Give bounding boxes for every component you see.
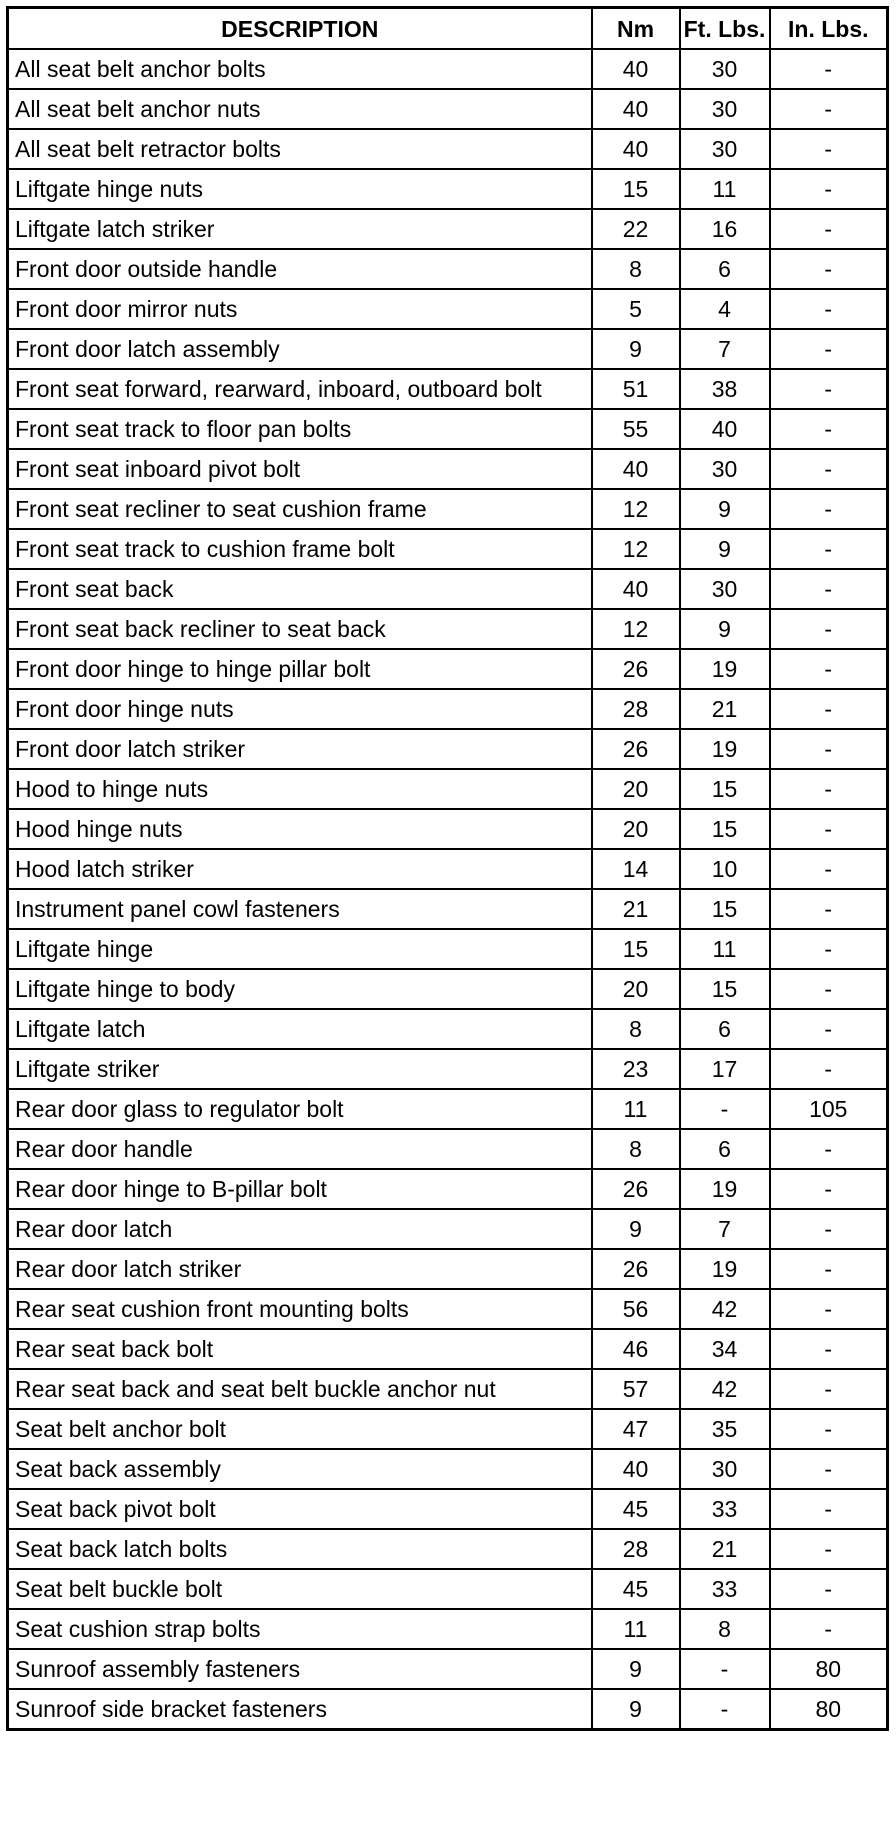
cell-ft-lbs: 19 <box>680 729 770 769</box>
cell-nm: 40 <box>592 1449 680 1489</box>
cell-description: Front door outside handle <box>8 249 592 289</box>
cell-description: Instrument panel cowl fasteners <box>8 889 592 929</box>
table-row <box>8 1249 888 1289</box>
cell-nm: 26 <box>592 649 680 689</box>
table-row <box>8 689 888 729</box>
cell-description: Front door hinge to hinge pillar bolt <box>8 649 592 689</box>
cell-description: Rear door latch <box>8 1209 592 1249</box>
cell-description: Seat back pivot bolt <box>8 1489 592 1529</box>
table-row <box>8 1329 888 1369</box>
cell-description: Hood hinge nuts <box>8 809 592 849</box>
cell-nm: 26 <box>592 729 680 769</box>
table-row <box>8 1449 888 1489</box>
table-row <box>8 569 888 609</box>
cell-ft-lbs: 30 <box>680 449 770 489</box>
cell-ft-lbs: 11 <box>680 169 770 209</box>
cell-description: Liftgate hinge <box>8 929 592 969</box>
cell-in-lbs: - <box>770 809 888 849</box>
cell-ft-lbs: - <box>680 1689 770 1730</box>
cell-in-lbs: - <box>770 1049 888 1089</box>
cell-description: Rear seat cushion front mounting bolts <box>8 1289 592 1329</box>
cell-nm: 20 <box>592 769 680 809</box>
cell-in-lbs: - <box>770 569 888 609</box>
cell-ft-lbs: 19 <box>680 1169 770 1209</box>
table-row <box>8 1089 888 1129</box>
cell-in-lbs: 105 <box>770 1089 888 1129</box>
cell-in-lbs: - <box>770 249 888 289</box>
cell-nm: 45 <box>592 1569 680 1609</box>
cell-in-lbs: - <box>770 729 888 769</box>
cell-in-lbs: - <box>770 849 888 889</box>
cell-ft-lbs: - <box>680 1649 770 1689</box>
cell-in-lbs: - <box>770 649 888 689</box>
cell-in-lbs: - <box>770 969 888 1009</box>
table-row <box>8 1689 888 1730</box>
table-row <box>8 1169 888 1209</box>
cell-ft-lbs: 19 <box>680 1249 770 1289</box>
cell-description: Hood to hinge nuts <box>8 769 592 809</box>
column-header-nm: Nm <box>592 8 680 50</box>
cell-ft-lbs: 33 <box>680 1569 770 1609</box>
cell-in-lbs: - <box>770 1009 888 1049</box>
cell-nm: 22 <box>592 209 680 249</box>
cell-in-lbs: - <box>770 409 888 449</box>
cell-description: All seat belt anchor nuts <box>8 89 592 129</box>
table-row <box>8 729 888 769</box>
cell-ft-lbs: 30 <box>680 129 770 169</box>
table-header <box>8 8 888 50</box>
cell-nm: 14 <box>592 849 680 889</box>
cell-in-lbs: - <box>770 1489 888 1529</box>
cell-description: Rear door glass to regulator bolt <box>8 1089 592 1129</box>
cell-description: Rear door hinge to B-pillar bolt <box>8 1169 592 1209</box>
cell-description: Front seat recliner to seat cushion frame <box>8 489 592 529</box>
table-row <box>8 1369 888 1409</box>
cell-in-lbs: - <box>770 929 888 969</box>
cell-description: Rear door handle <box>8 1129 592 1169</box>
cell-nm: 55 <box>592 409 680 449</box>
cell-in-lbs: - <box>770 889 888 929</box>
cell-in-lbs: - <box>770 609 888 649</box>
cell-description: Seat belt buckle bolt <box>8 1569 592 1609</box>
cell-description: Front door hinge nuts <box>8 689 592 729</box>
table-row <box>8 329 888 369</box>
cell-in-lbs: - <box>770 769 888 809</box>
cell-nm: 20 <box>592 969 680 1009</box>
cell-ft-lbs: 42 <box>680 1369 770 1409</box>
cell-nm: 9 <box>592 1689 680 1730</box>
table-row <box>8 89 888 129</box>
table-row <box>8 529 888 569</box>
cell-in-lbs: - <box>770 89 888 129</box>
cell-description: Rear seat back and seat belt buckle anchor nut <box>8 1369 592 1409</box>
table-row <box>8 1489 888 1529</box>
cell-ft-lbs: 9 <box>680 529 770 569</box>
cell-nm: 28 <box>592 689 680 729</box>
cell-ft-lbs: 42 <box>680 1289 770 1329</box>
cell-in-lbs: - <box>770 1529 888 1569</box>
table-row <box>8 1009 888 1049</box>
cell-in-lbs: - <box>770 449 888 489</box>
table-row <box>8 809 888 849</box>
cell-ft-lbs: 15 <box>680 969 770 1009</box>
cell-ft-lbs: 10 <box>680 849 770 889</box>
table-row <box>8 1129 888 1169</box>
cell-description: Liftgate latch <box>8 1009 592 1049</box>
cell-nm: 26 <box>592 1169 680 1209</box>
cell-description: Liftgate latch striker <box>8 209 592 249</box>
cell-nm: 23 <box>592 1049 680 1089</box>
table-row <box>8 929 888 969</box>
cell-in-lbs: - <box>770 1289 888 1329</box>
cell-nm: 5 <box>592 289 680 329</box>
cell-description: Front seat track to floor pan bolts <box>8 409 592 449</box>
cell-description: Rear door latch striker <box>8 1249 592 1289</box>
cell-nm: 15 <box>592 929 680 969</box>
cell-description: Sunroof assembly fasteners <box>8 1649 592 1689</box>
table-row <box>8 1609 888 1649</box>
column-header-description: DESCRIPTION <box>8 8 592 50</box>
cell-nm: 11 <box>592 1089 680 1129</box>
cell-in-lbs: - <box>770 1369 888 1409</box>
cell-nm: 56 <box>592 1289 680 1329</box>
cell-ft-lbs: 6 <box>680 1009 770 1049</box>
cell-nm: 20 <box>592 809 680 849</box>
cell-ft-lbs: 30 <box>680 89 770 129</box>
cell-ft-lbs: 4 <box>680 289 770 329</box>
cell-nm: 21 <box>592 889 680 929</box>
cell-description: Seat cushion strap bolts <box>8 1609 592 1649</box>
cell-description: Liftgate hinge nuts <box>8 169 592 209</box>
cell-in-lbs: - <box>770 1169 888 1209</box>
column-header-in-lbs: In. Lbs. <box>770 8 888 50</box>
cell-nm: 45 <box>592 1489 680 1529</box>
cell-ft-lbs: 38 <box>680 369 770 409</box>
cell-in-lbs: 80 <box>770 1649 888 1689</box>
cell-description: Seat back assembly <box>8 1449 592 1489</box>
table-row <box>8 849 888 889</box>
cell-nm: 57 <box>592 1369 680 1409</box>
cell-in-lbs: - <box>770 1129 888 1169</box>
table-row <box>8 649 888 689</box>
cell-ft-lbs: 30 <box>680 49 770 89</box>
cell-description: Front seat inboard pivot bolt <box>8 449 592 489</box>
table-row <box>8 1529 888 1569</box>
cell-ft-lbs: 35 <box>680 1409 770 1449</box>
cell-ft-lbs: 7 <box>680 1209 770 1249</box>
table-row <box>8 49 888 89</box>
cell-in-lbs: - <box>770 369 888 409</box>
cell-in-lbs: - <box>770 289 888 329</box>
table-row <box>8 1409 888 1449</box>
cell-nm: 12 <box>592 489 680 529</box>
cell-description: All seat belt retractor bolts <box>8 129 592 169</box>
cell-description: Seat belt anchor bolt <box>8 1409 592 1449</box>
cell-description: Liftgate hinge to body <box>8 969 592 1009</box>
table-row <box>8 769 888 809</box>
cell-in-lbs: - <box>770 129 888 169</box>
cell-in-lbs: - <box>770 1609 888 1649</box>
cell-nm: 40 <box>592 129 680 169</box>
cell-nm: 9 <box>592 1649 680 1689</box>
cell-description: Front door latch striker <box>8 729 592 769</box>
cell-ft-lbs: 33 <box>680 1489 770 1529</box>
cell-nm: 40 <box>592 49 680 89</box>
table-row <box>8 1209 888 1249</box>
table-row <box>8 969 888 1009</box>
cell-in-lbs: - <box>770 489 888 529</box>
cell-nm: 15 <box>592 169 680 209</box>
cell-in-lbs: - <box>770 529 888 569</box>
cell-description: Front seat back <box>8 569 592 609</box>
cell-ft-lbs: 16 <box>680 209 770 249</box>
cell-ft-lbs: 34 <box>680 1329 770 1369</box>
cell-nm: 51 <box>592 369 680 409</box>
cell-in-lbs: - <box>770 1569 888 1609</box>
table-body <box>8 49 888 1730</box>
cell-ft-lbs: 15 <box>680 769 770 809</box>
cell-in-lbs: - <box>770 1209 888 1249</box>
table-row <box>8 369 888 409</box>
cell-nm: 8 <box>592 249 680 289</box>
table-row <box>8 409 888 449</box>
cell-in-lbs: - <box>770 329 888 369</box>
cell-nm: 9 <box>592 1209 680 1249</box>
cell-description: Front door mirror nuts <box>8 289 592 329</box>
cell-ft-lbs: - <box>680 1089 770 1129</box>
cell-description: Liftgate striker <box>8 1049 592 1089</box>
cell-nm: 12 <box>592 609 680 649</box>
cell-description: All seat belt anchor bolts <box>8 49 592 89</box>
table-row <box>8 169 888 209</box>
cell-in-lbs: - <box>770 1449 888 1489</box>
cell-nm: 40 <box>592 569 680 609</box>
cell-ft-lbs: 30 <box>680 569 770 609</box>
cell-description: Front seat track to cushion frame bolt <box>8 529 592 569</box>
cell-ft-lbs: 11 <box>680 929 770 969</box>
cell-in-lbs: - <box>770 49 888 89</box>
table-row <box>8 1569 888 1609</box>
table-row <box>8 889 888 929</box>
cell-ft-lbs: 8 <box>680 1609 770 1649</box>
cell-in-lbs: - <box>770 169 888 209</box>
cell-in-lbs: - <box>770 689 888 729</box>
cell-nm: 47 <box>592 1409 680 1449</box>
table-row <box>8 249 888 289</box>
cell-ft-lbs: 9 <box>680 609 770 649</box>
table-row <box>8 289 888 329</box>
cell-description: Rear seat back bolt <box>8 1329 592 1369</box>
cell-nm: 40 <box>592 449 680 489</box>
cell-in-lbs: - <box>770 1329 888 1369</box>
cell-description: Sunroof side bracket fasteners <box>8 1689 592 1730</box>
cell-in-lbs: - <box>770 1409 888 1449</box>
cell-ft-lbs: 6 <box>680 1129 770 1169</box>
cell-description: Hood latch striker <box>8 849 592 889</box>
cell-description: Seat back latch bolts <box>8 1529 592 1569</box>
cell-nm: 28 <box>592 1529 680 1569</box>
cell-description: Front door latch assembly <box>8 329 592 369</box>
cell-nm: 26 <box>592 1249 680 1289</box>
cell-in-lbs: 80 <box>770 1689 888 1730</box>
cell-description: Front seat back recliner to seat back <box>8 609 592 649</box>
cell-nm: 46 <box>592 1329 680 1369</box>
table-row <box>8 129 888 169</box>
column-header-ft-lbs: Ft. Lbs. <box>680 8 770 50</box>
cell-in-lbs: - <box>770 1249 888 1289</box>
cell-ft-lbs: 7 <box>680 329 770 369</box>
cell-nm: 11 <box>592 1609 680 1649</box>
table-row <box>8 209 888 249</box>
table-row <box>8 449 888 489</box>
cell-in-lbs: - <box>770 209 888 249</box>
cell-ft-lbs: 30 <box>680 1449 770 1489</box>
cell-ft-lbs: 21 <box>680 1529 770 1569</box>
cell-nm: 9 <box>592 329 680 369</box>
table-row <box>8 1649 888 1689</box>
cell-nm: 12 <box>592 529 680 569</box>
cell-nm: 40 <box>592 89 680 129</box>
cell-nm: 8 <box>592 1129 680 1169</box>
cell-ft-lbs: 6 <box>680 249 770 289</box>
cell-description: Front seat forward, rearward, inboard, outboard bolt <box>8 369 592 409</box>
cell-ft-lbs: 21 <box>680 689 770 729</box>
table-row <box>8 489 888 529</box>
cell-nm: 8 <box>592 1009 680 1049</box>
cell-ft-lbs: 9 <box>680 489 770 529</box>
table-row <box>8 609 888 649</box>
cell-ft-lbs: 19 <box>680 649 770 689</box>
cell-ft-lbs: 15 <box>680 889 770 929</box>
table-row <box>8 1049 888 1089</box>
cell-ft-lbs: 17 <box>680 1049 770 1089</box>
table-row <box>8 1289 888 1329</box>
header-row <box>8 8 888 50</box>
cell-ft-lbs: 15 <box>680 809 770 849</box>
cell-ft-lbs: 40 <box>680 409 770 449</box>
torque-spec-table <box>6 6 889 1731</box>
